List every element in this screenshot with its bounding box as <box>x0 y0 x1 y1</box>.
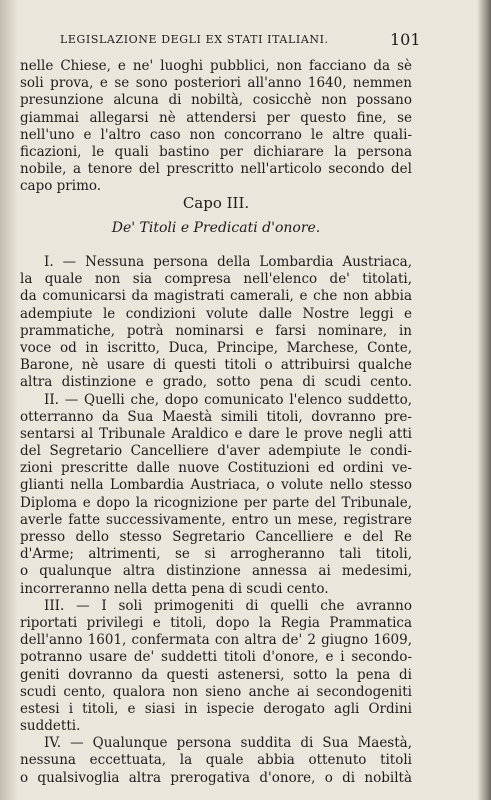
text-line: nessuna eccettuata, la quale abbia ottenuto titoli <box>20 752 412 769</box>
text-line: la quale non sia compresa nell'elenco de' titolati, <box>20 271 412 288</box>
page-gutter-shadow <box>0 0 18 800</box>
text-line: otterranno da Sua Maestà simili titoli, dovranno pre- <box>20 408 412 425</box>
chapter-title: Capo III. <box>182 194 250 212</box>
article-iii-start: III. — I soli primogeniti di quelli che avranno <box>44 597 412 614</box>
text-line: da comunicarsi da magistrati camerali, e che non abbia <box>20 288 412 305</box>
text-line: Barone, nè usare di questi titoli o attribuirsi qualche <box>20 357 412 374</box>
text-line: dell'anno 1601, confermata con altra de' 2 giugno 1609, <box>20 632 412 649</box>
article-iv-start: IV. — Qualunque persona suddita di Sua Maestà, <box>44 735 412 752</box>
text-line: adempiute le condizioni volute dalle Nostre leggi e <box>20 305 412 322</box>
text-line: potranno usare de' suddetti titoli d'onore, e i secondo- <box>20 649 412 666</box>
text-line: estesi i titoli, e siasi in ispecie derogato agli Ordini <box>20 700 412 717</box>
article-i-start: I. — Nessuna persona della Lombardia Austriaca, <box>44 254 412 270</box>
text-line: presunzione alcuna di nobiltà, cosicchè non possano <box>20 92 412 109</box>
text-line: ficazioni, le quali bastino per dichiarare la persona <box>20 143 412 160</box>
text-line: sentarsi al Tribunale Araldico e dare le prove negli atti <box>20 425 412 442</box>
text-line: nell'uno e l'altro caso non concorrano le altre quali- <box>20 126 412 143</box>
articles-body <box>20 254 412 787</box>
text-line: del Segretario Cancelliere d'aver adempiute le condi- <box>20 443 412 460</box>
text-line: capo primo. <box>20 178 102 195</box>
page-number: 101 <box>390 30 421 49</box>
text-line: riportati privilegi e titoli, dopo la Regia Prammatica <box>20 614 412 631</box>
text-line: o qualsivoglia altra prerogativa d'onore, o di nobiltà <box>20 769 412 786</box>
text-line: soli prova, e se sono posteriori all'anno 1640, nemmen <box>20 75 412 92</box>
text-line: averle fatte successivamente, entro un mese, registrare <box>20 511 412 528</box>
text-line: o qualunque altra distinzione annessa ai medesimi, <box>20 563 412 580</box>
text-line: zioni prescritte dalle nuove Costituzioni ed ordini ve- <box>20 460 412 477</box>
page-edge-shadow <box>477 0 491 800</box>
article-ii-start: II. — Quelli che, dopo comunicato l'elenco suddetto, <box>44 391 412 408</box>
continuation-paragraph <box>20 58 412 196</box>
text-line: presso dello stesso Segretario Cancelliere e del Re <box>20 529 412 545</box>
text-line: voce od in iscritto, Duca, Principe, Marchese, Conte, <box>20 339 412 356</box>
text-line: nelle Chiese, e ne' luoghi pubblici, non facciano da sè <box>20 58 412 74</box>
text-line: Diploma e dopo la ricognizione per parte del Tribunale, <box>20 494 412 511</box>
text-line: giammai allegarsi nè attendersi per questo fine, se <box>20 109 412 126</box>
text-line: suddetti. <box>20 718 81 735</box>
text-line: d'Arme; altrimenti, se si arrogheranno tali titoli, <box>20 546 412 563</box>
text-line: glianti nella Lombardia Austriaca, o volute nello stesso <box>20 477 412 494</box>
chapter-subtitle: De' Titoli e Predicati d'onore. <box>111 220 321 236</box>
text-line: geniti dovranno da questi astenersi, sotto la pena di <box>20 666 412 683</box>
running-header: LEGISLAZIONE DEGLI EX STATI ITALIANI. <box>60 33 329 46</box>
text-line: scudi cento, qualora non sieno anche ai secondogeniti <box>20 683 412 700</box>
text-line: altra distinzione e grado, sotto pena di scudi cento. <box>20 374 412 391</box>
text-line: incorreranno nella detta pena di scudi cento. <box>20 580 329 597</box>
text-line: prammatiche, potrà nominarsi e farsi nominare, in <box>20 322 412 339</box>
text-line: nobile, a tenore del prescritto nell'articolo secondo del <box>20 161 412 178</box>
